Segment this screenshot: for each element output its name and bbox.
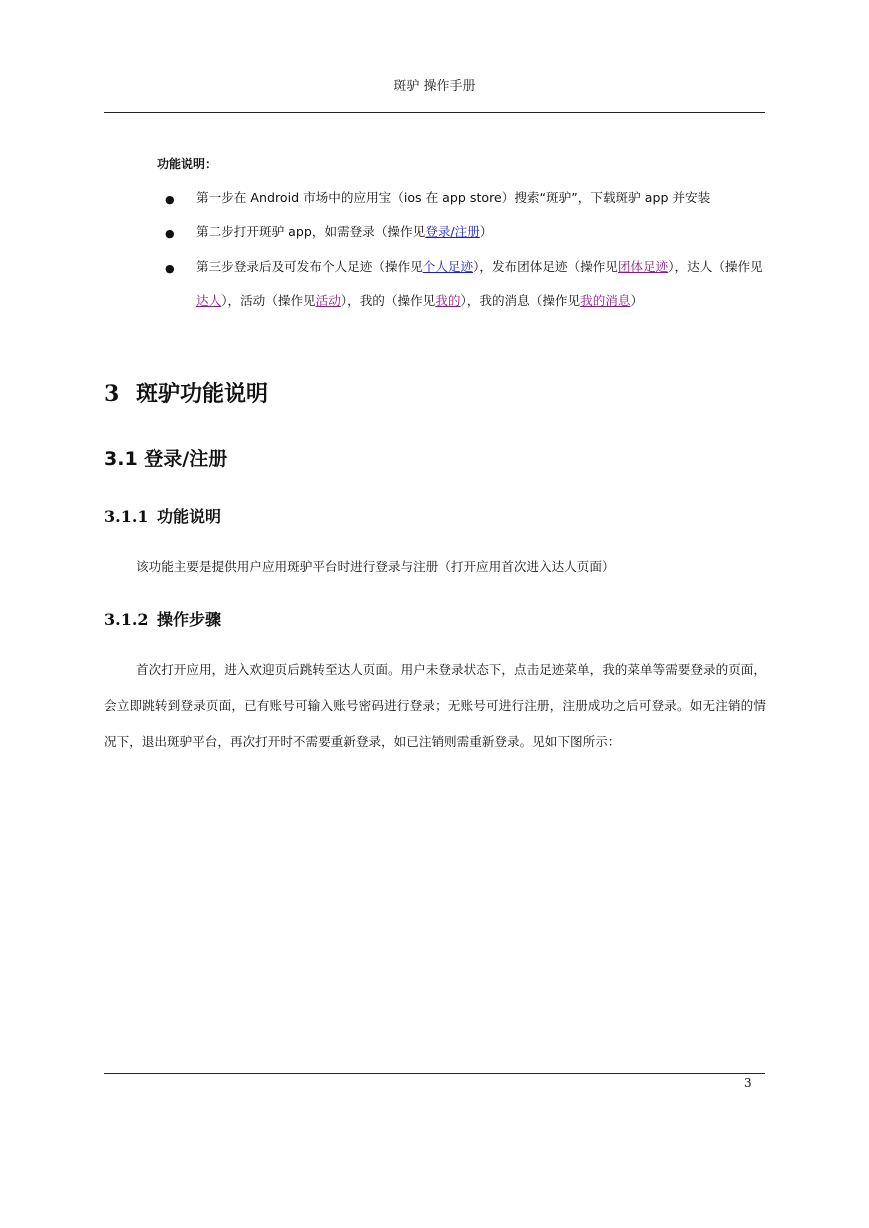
function-description: 该功能主要是提供用户应用斑驴平台时进行登录与注册（打开应用首次进入达人页面） xyxy=(136,559,615,574)
bullet-text: ），我的（操作见 xyxy=(340,293,436,308)
link-my-messages[interactable]: 我的消息 xyxy=(580,293,631,308)
bullet-text: ） xyxy=(630,293,644,308)
link-expert[interactable]: 达人 xyxy=(196,293,222,308)
bullet-text: ），活动（操作见 xyxy=(221,293,316,308)
bullet-dot: ● xyxy=(165,227,175,240)
subsubsection-number: 3.1.1 xyxy=(104,507,149,526)
steps-paragraph xyxy=(104,652,766,760)
bullet-item-2 xyxy=(196,223,766,241)
intro-label: 功能说明： xyxy=(157,157,218,171)
bullet-text: 第三步登录后及可发布个人足迹（操作见 xyxy=(196,259,423,274)
steps-text: 首次打开应用，进入欢迎页后跳转至达人页面。用户未登录状态下，点击足迹菜单，我的菜单等需要登录的页面，会立即跳转到登录页面，已有账号可输入账号密码进行登录；无账号可进行注册，注册成功之后可登录。如无注销的情况下，退出斑驴平台，再次打开时不需要重新登录，如已注销则需重新登录。见如下图所示： xyxy=(104,662,766,749)
bullet-item-3 xyxy=(196,250,766,318)
subsubsection-title: 功能说明 xyxy=(157,507,222,526)
bullet-dot: ● xyxy=(165,193,175,206)
subsubsection-heading-function xyxy=(104,504,221,527)
link-activity[interactable]: 活动 xyxy=(315,293,341,308)
footer-rule xyxy=(104,1073,765,1074)
bullet-text: ），我的消息（操作见 xyxy=(460,293,581,308)
header-rule xyxy=(104,112,765,113)
section-title: 斑驴功能说明 xyxy=(136,382,269,407)
subsection-heading: 3.1 登录/注册 xyxy=(104,448,228,470)
section-number: 3 xyxy=(104,381,120,407)
bullet-text: ），发布团体足迹（操作见 xyxy=(473,259,618,274)
page-number: 3 xyxy=(744,1076,752,1090)
bullet-item-1: 第一步在 Android 市场中的应用宝（ios 在 app store）搜索“斑驴”，下载斑驴 app 并安装 xyxy=(196,190,711,205)
link-login-register[interactable]: 登录/注册 xyxy=(425,224,480,239)
link-mine[interactable]: 我的 xyxy=(435,293,461,308)
bullet-text: ） xyxy=(479,224,493,239)
page-header: 斑驴 操作手册 xyxy=(393,79,476,94)
subsubsection-heading-steps xyxy=(104,607,221,630)
bullet-dot: ● xyxy=(165,262,175,275)
subsubsection-title: 操作步骤 xyxy=(157,610,222,629)
section-heading xyxy=(104,377,268,408)
link-group-footprint[interactable]: 团体足迹 xyxy=(617,259,669,274)
link-personal-footprint[interactable]: 个人足迹 xyxy=(422,259,474,274)
subsubsection-number: 3.1.2 xyxy=(104,610,149,629)
bullet-text: ），达人（操作见 xyxy=(668,259,763,274)
bullet-text: 第二步打开斑驴 app，如需登录（操作见 xyxy=(196,224,426,239)
